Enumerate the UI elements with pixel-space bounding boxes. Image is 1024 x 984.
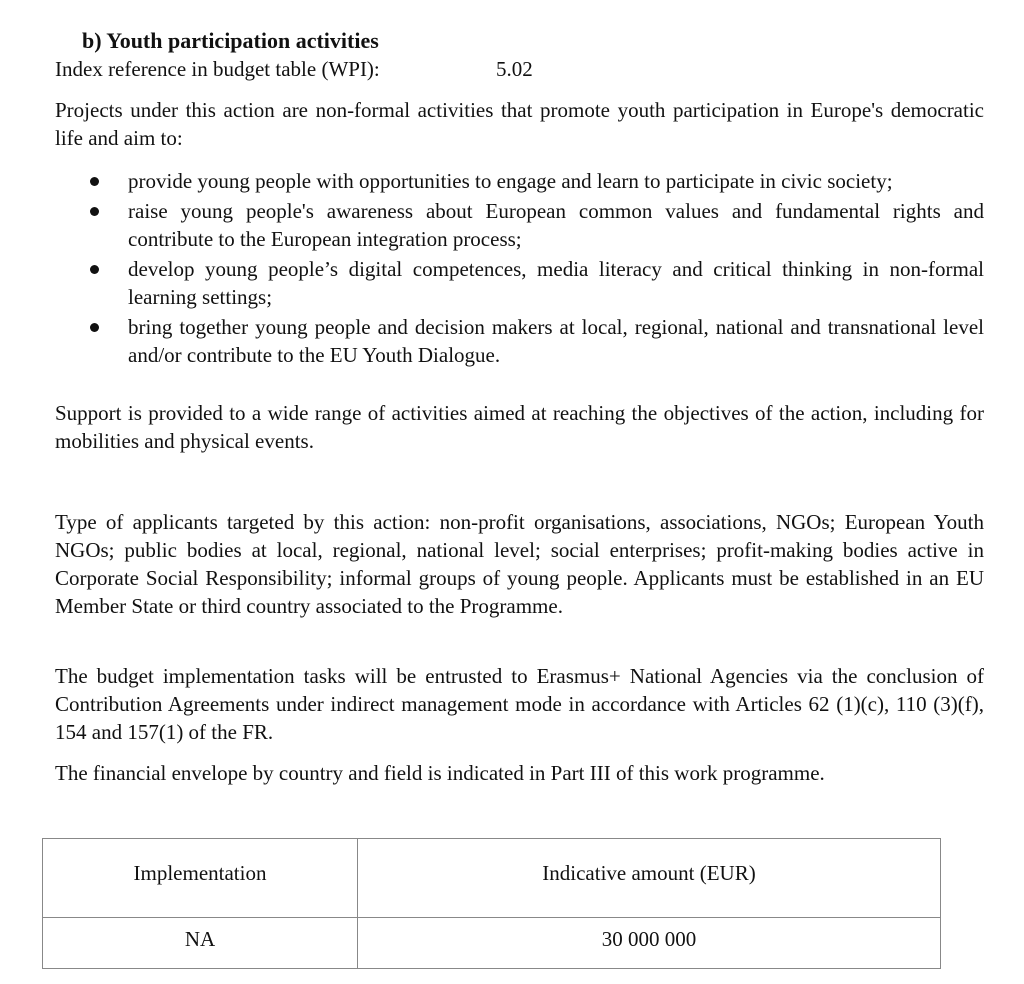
- implementation-paragraph: The budget implementation tasks will be entrusted to Erasmus+ National Agencies via the conclusion of Contribution Agreements under indirect management mode in accordance with Articles 62 (1)(c), 110 (3)(f), 154 and 157(1) of the FR.: [55, 664, 984, 744]
- list-item-text: provide young people with opportunities to engage and learn to participate in civic society;: [128, 169, 893, 193]
- bullet-icon: [90, 323, 99, 332]
- table-header-amount: Indicative amount (EUR): [542, 861, 756, 885]
- index-reference-row: [55, 55, 985, 83]
- intro-paragraph: Projects under this action are non-formal activities that promote youth participation in Europe's democratic life and aim to:: [55, 98, 984, 150]
- table-cell-implementation: NA: [184, 927, 216, 951]
- list-item-text: raise young people's awareness about European common values and fundamental rights and contribute to the European integration process;: [128, 199, 984, 251]
- bullet-icon: [90, 265, 99, 274]
- index-reference-label: Index reference in budget table (WPI):: [55, 57, 380, 81]
- budget-table: [42, 838, 941, 969]
- table-cell-amount: 30 000 000: [601, 927, 697, 951]
- support-paragraph: Support is provided to a wide range of activities aimed at reaching the objectives of the action, including for mobilities and physical events.: [55, 401, 984, 453]
- applicants-paragraph: Type of applicants targeted by this action: non-profit organisations, associations, NGOs; European Youth NGOs; public bodies at local, regional, national level; social enterprises; profit-making bodies active in Corporate Social Responsibility; informal groups of young people. Applicants must be established in an EU Member State or third country associated to the Programme.: [55, 510, 984, 618]
- financial-envelope-paragraph: The financial envelope by country and field is indicated in Part III of this work programme.: [55, 761, 825, 785]
- objectives-list: [55, 167, 984, 371]
- section-heading: b) Youth participation activities: [82, 28, 379, 53]
- bullet-icon: [90, 177, 99, 186]
- table-header-implementation: Implementation: [133, 861, 267, 885]
- list-item-text: develop young people’s digital competences, media literacy and critical thinking in non-formal learning settings;: [128, 257, 984, 309]
- list-item: [55, 197, 984, 253]
- table-row-divider: [43, 917, 940, 918]
- list-item: [55, 167, 984, 195]
- bullet-icon: [90, 207, 99, 216]
- list-item-text: bring together young people and decision makers at local, regional, national and transnational level and/or contribute to the EU Youth Dialogue.: [128, 315, 984, 367]
- index-reference-value: 5.02: [496, 57, 533, 81]
- list-item: [55, 255, 984, 311]
- list-item: [55, 313, 984, 369]
